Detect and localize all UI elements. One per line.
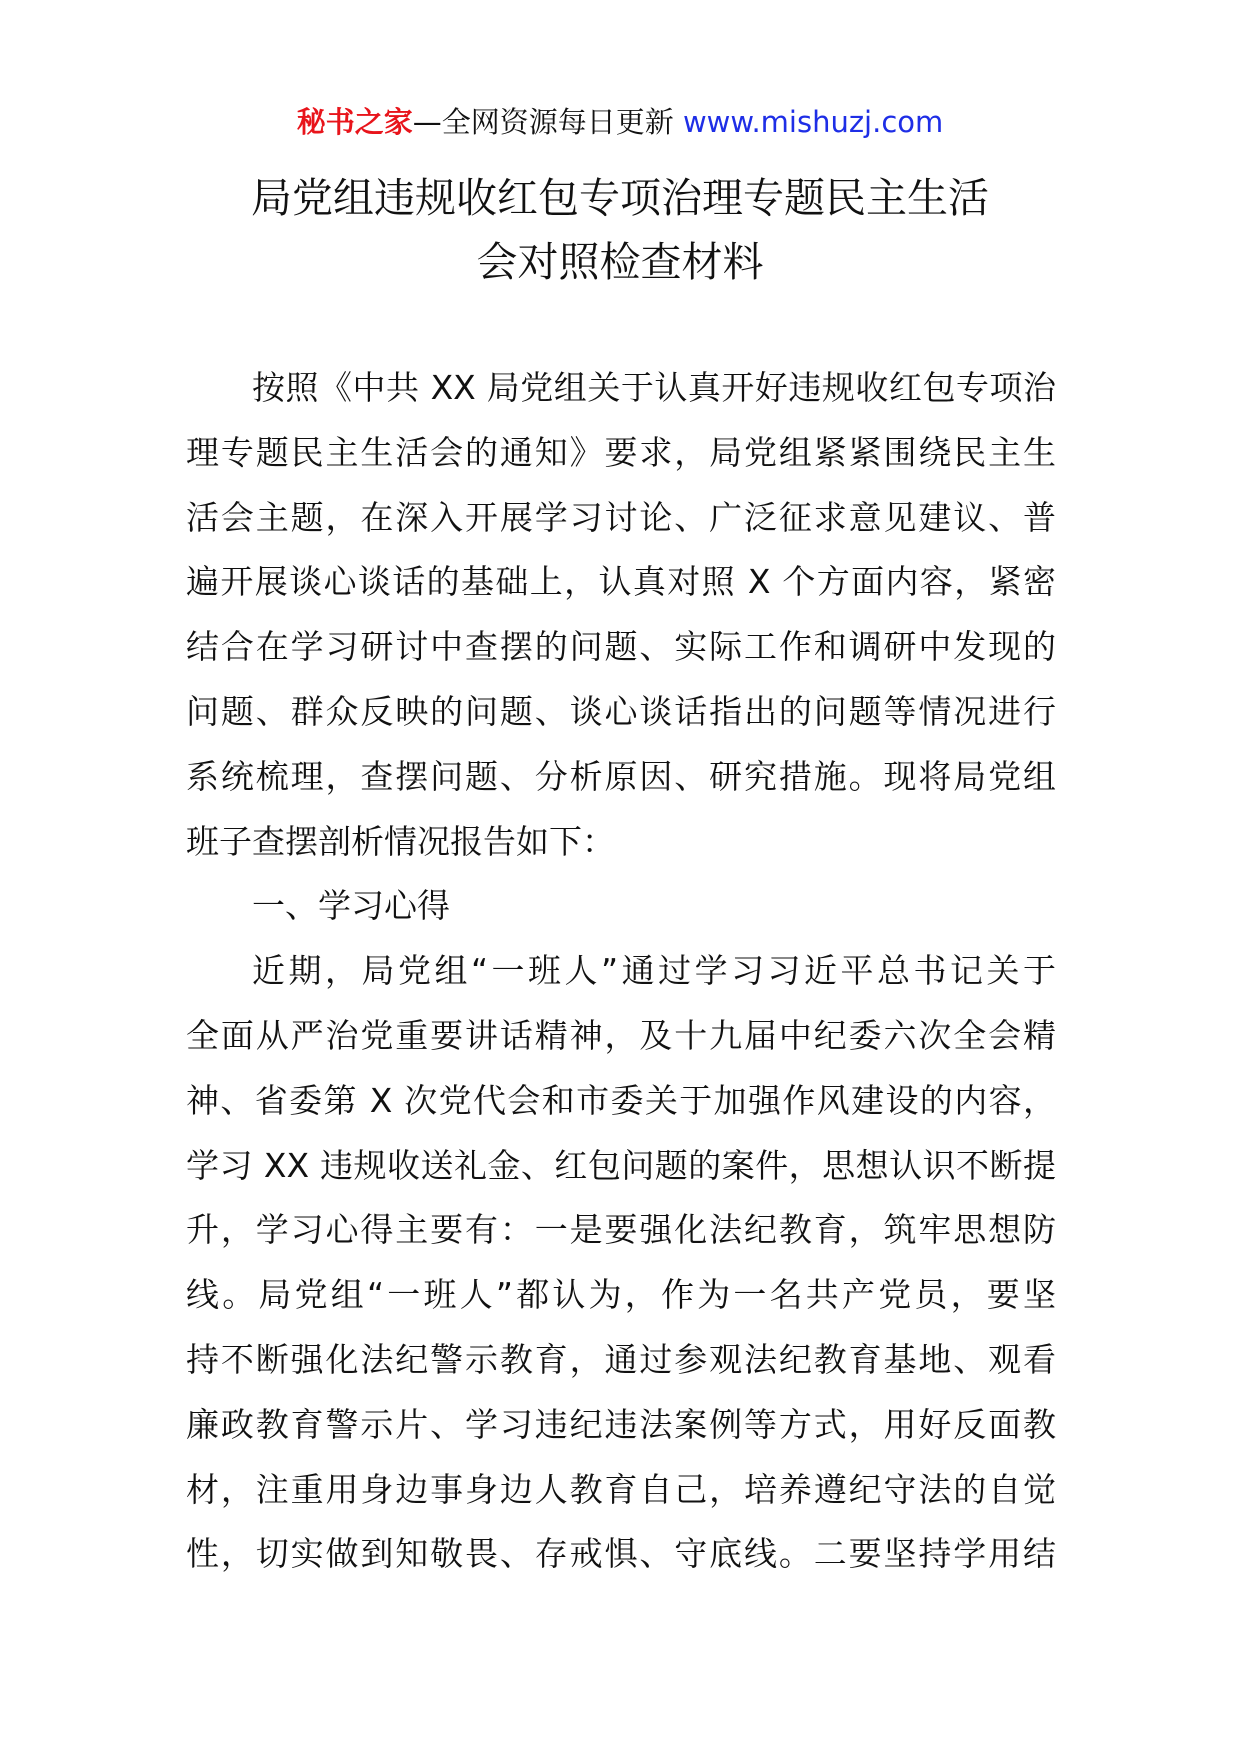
paragraph-line: 廉政教育警示片、学习违纪违法案例等方式，用好反面教 [186,1404,1056,1444]
document-title [150,166,1090,294]
site-header [0,102,1240,142]
section-heading: 一、学习心得 [252,886,450,926]
site-brand: 秘书之家 [296,105,413,139]
paragraph-line: 按照《中共 XX 局党组关于认真开好违规收红包专项治 [252,368,1056,407]
paragraph-line: 学习 XX 违规收送礼金、红包问题的案件，思想认识不断提 [186,1145,1056,1185]
site-url-link[interactable]: www.mishuzj.com [682,105,944,139]
paragraph-line: 近期，局党组“一班人”通过学习习近平总书记关于 [252,951,1056,991]
paragraph-line: 持不断强化法纪警示教育，通过参观法纪教育基地、观看 [186,1339,1056,1379]
paragraph-line: 活会主题，在深入开展学习讨论、广泛征求意见建议、普 [186,497,1056,537]
paragraph-line: 结合在学习研讨中查摆的问题、实际工作和调研中发现的 [186,627,1056,667]
paragraph-line: 神、省委第 X 次党代会和市委关于加强作风建设的内容， [186,1080,1056,1120]
paragraph-line: 线。局党组“一班人”都认为，作为一名共产党员，要坚 [186,1275,1056,1315]
paragraph-line: 理专题民主生活会的通知》要求，局党组紧紧围绕民主生 [186,432,1056,472]
document-title-line: 局党组违规收红包专项治理专题民主生活 [251,174,989,222]
paragraph-line: 班子查摆剖析情况报告如下： [186,821,615,861]
paragraph-line: 系统梳理，查摆问题、分析原因、研究措施。现将局党组 [186,756,1056,796]
document-title-line: 会对照检查材料 [476,238,764,286]
site-tagline: —全网资源每日更新 [412,105,674,139]
paragraph-line: 遍开展谈心谈话的基础上，认真对照 X 个方面内容，紧密 [186,562,1056,602]
paragraph-line: 材，注重用身边事身边人教育自己，培养遵纪守法的自觉 [186,1469,1056,1509]
paragraph-line: 升，学习心得主要有：一是要强化法纪教育，筑牢思想防 [186,1210,1056,1250]
paragraph-line: 全面从严治党重要讲话精神，及十九届中纪委六次全会精 [186,1015,1056,1055]
paragraph-line: 性，切实做到知敬畏、存戒惧、守底线。二要坚持学用结 [186,1534,1056,1574]
document-body [186,356,1056,1587]
paragraph-line: 问题、群众反映的问题、谈心谈话指出的问题等情况进行 [186,691,1056,731]
